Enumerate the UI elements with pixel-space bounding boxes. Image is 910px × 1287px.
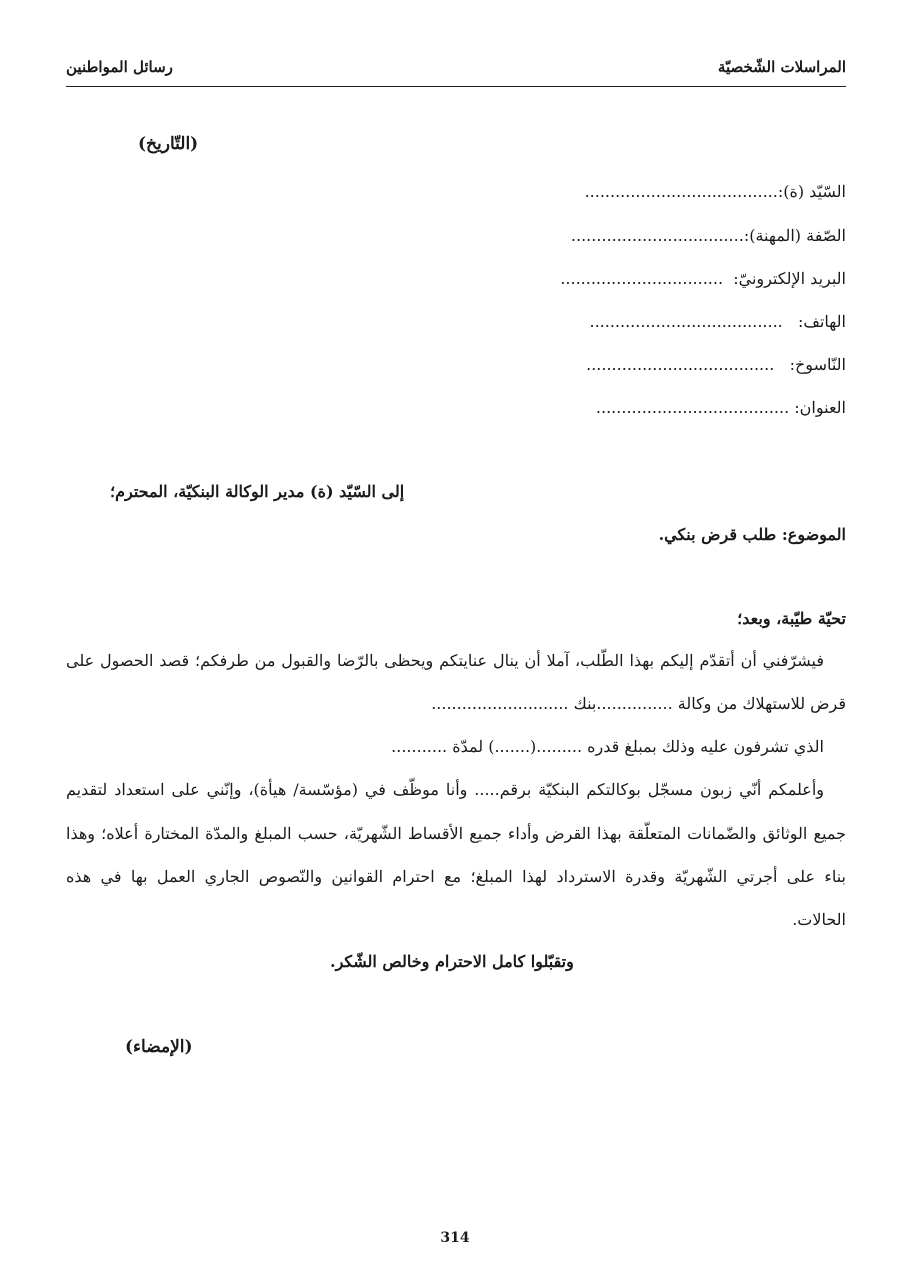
header-chapter-title: رسائل المواطنين	[66, 58, 173, 76]
body-line: وأعلمكم أنّي زبون مسجّل بوكالتكم البنكيّة برقم..... وأنا موظّف في (مؤسّسة/ هيأة)، وإنّني على استعداد لتقديم	[66, 780, 824, 799]
field-label: النّاسوخ:	[789, 355, 846, 374]
sender-profession-field	[571, 226, 846, 245]
field-label: السّيّد (ة):	[777, 182, 846, 201]
page-number: 314	[440, 1230, 470, 1246]
running-header	[66, 56, 846, 87]
field-dots: ......................................	[589, 312, 783, 331]
sender-fax-field	[586, 355, 846, 374]
sender-name-field	[585, 182, 846, 201]
subject-line: الموضوع: طلب قرض بنكي.	[658, 525, 846, 544]
body-line: بناء على أجرتي الشّهريّة وقدرة الاسترداد لهذا المبلغ؛ مع احترام القوانين والنّصوص الجاري العمل بها في هذه	[66, 867, 846, 886]
field-dots: ................................	[560, 269, 724, 288]
sender-phone-field	[589, 312, 846, 331]
closing-line: وتقبّلوا كامل الاحترام وخالص الشّكر.	[330, 952, 574, 971]
greeting-line: تحيّة طيّبة، وبعد؛	[737, 609, 846, 628]
header-section-title: المراسلات الشّخصيّة	[717, 58, 846, 76]
body-line: قرض للاستهلاك من وكالة ...............بنك ...........................	[431, 694, 846, 713]
field-label: الهاتف:	[798, 312, 846, 331]
field-label: العنوان:	[794, 398, 846, 417]
body-line: جميع الوثائق والضّمانات المتعلّقة بهذا القرض وأداء جميع الأقساط الشّهريّة، حسب المبلغ والمدّة المختارة أعلاه؛ وهذا	[66, 824, 846, 843]
sender-address-field	[596, 398, 846, 417]
field-label: الصّفة (المهنة):	[743, 226, 846, 245]
addressee-line: إلى السّيّد (ة) مدير الوكالة البنكيّة، المحترم؛	[110, 482, 405, 501]
body-line: الذي تشرفون عليه وذلك بمبلغ قدره .........(.......) لمدّة ...........	[391, 737, 824, 756]
signature-placeholder: (الإمضاء)	[125, 1037, 193, 1057]
field-label: البريد الإلكترونيّ:	[733, 269, 846, 288]
body-line: فيشرّفني أن أتقدّم إليكم بهذا الطّلب، آملا أن ينال عنايتكم ويحظى بالرّضا والقبول من طرفكم؛ قصد الحصول على	[66, 651, 824, 670]
sender-email-field	[560, 269, 846, 288]
field-dots: ..................................	[570, 226, 744, 245]
body-line: الحالات.	[792, 910, 846, 929]
field-dots: ......................................	[584, 182, 778, 201]
field-dots: .....................................	[586, 355, 775, 374]
field-dots: ......................................	[595, 398, 790, 417]
date-placeholder: (التّاريخ)	[138, 134, 199, 154]
